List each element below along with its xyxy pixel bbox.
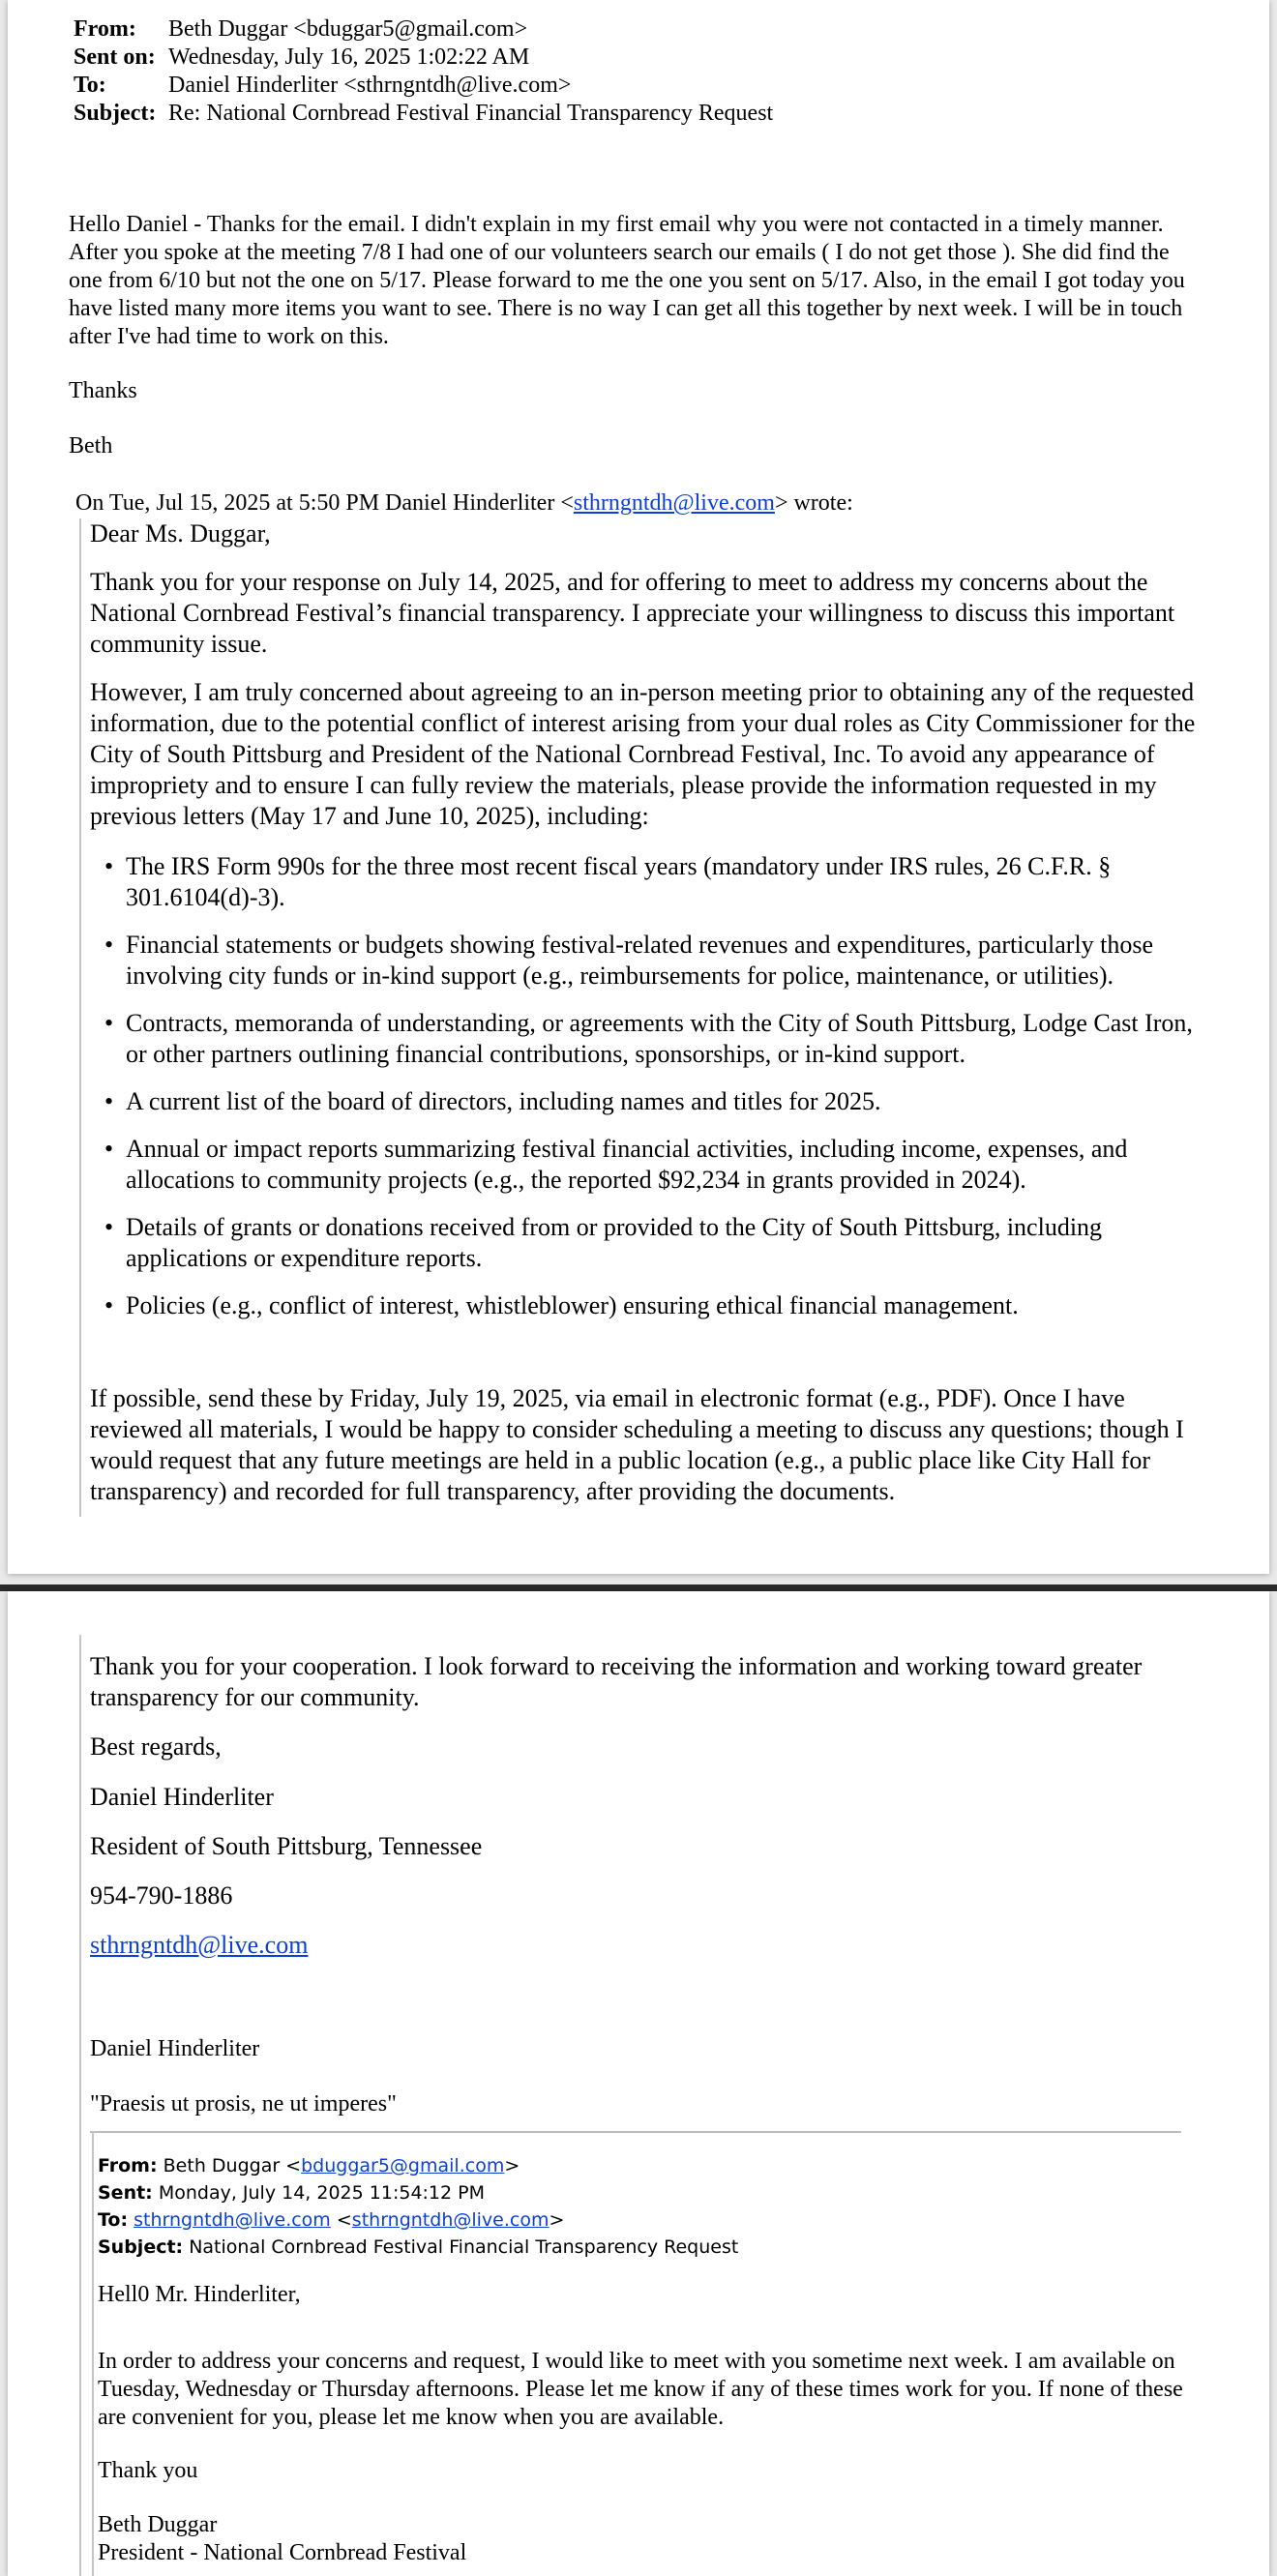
list-item: • A current list of the board of directors, including names and titles for 2025. [126, 1086, 1200, 1117]
header-to-value: Daniel Hinderliter <sthrngntdh@live.com> [168, 73, 572, 98]
signature-name: Daniel Hinderliter [90, 2036, 260, 2061]
header-sent: Sent on: Wednesday, July 16, 2025 1:02:22 AM [74, 44, 530, 70]
quoted-residence: Resident of South Pittsburg, Tennessee [90, 1832, 483, 1860]
reply-thanks: Thanks [69, 378, 137, 403]
quoted-email-link[interactable]: sthrngntdh@live.com [90, 1931, 309, 1959]
email-header [74, 15, 773, 128]
reply-signoff: Beth [69, 433, 113, 459]
original-greeting: Hell0 Mr. Hinderliter, [98, 2282, 301, 2307]
quoted-name: Daniel Hinderliter [90, 1783, 274, 1811]
original-signature-name: Beth Duggar [98, 2512, 218, 2537]
reply-paragraph: Hello Daniel - Thanks for the email. I didn't explain in my first email why you were not contacted in a timely manner. After you spoke at the meeting 7/8 I had one of our volunteers search our emails ( I do not get those ). She did find the one from 6/10 but not the one on 5/17. Please forward to me the one you sent on 5/17. Also, in the email I got today you have listed many more items you want to see. There is no way I can get all this together by next week. I will be in touch after I've had time to work on this. [69, 212, 1185, 349]
quoted-paragraph: However, I am truly concerned about agreeing to an in-person meeting prior to obtaining any of the requested information, due to the potential conflict of interest arising from your dual roles as City Commissioner for the City of South Pittsburg and President of the National Cornbread Festival, Inc. To avoid any appearance of impropriety and to ensure I can fully review the materials, please provide the information requested in my previous letters (May 17 and June 10, 2025), including: [90, 678, 1196, 830]
quote-intro-email-link[interactable]: sthrngntdh@live.com [573, 490, 775, 516]
quoted-email [90, 1930, 1212, 1961]
list-item: • Policies (e.g., conflict of interest, whistleblower) ensuring ethical financial management. [126, 1290, 1200, 1321]
message-separator [90, 2131, 1181, 2133]
header-subject-value: Re: National Cornbread Festival Financial Transparency Request [168, 101, 774, 126]
original-to: To: sthrngntdh@live.com <sthrngntdh@live.com> [98, 2209, 565, 2231]
original-signature-title: President - National Cornbread Festival [98, 2540, 467, 2565]
header-subject: Subject: Re: National Cornbread Festival Financial Transparency Request [74, 101, 774, 126]
list-item: • Details of grants or donations received from or provided to the City of South Pittsburg, including applications or expenditure reports. [126, 1212, 1200, 1274]
original-subject: Subject: National Cornbread Festival Financial Transparency Request [98, 2236, 739, 2258]
header-from: From: Beth Duggar <bduggar5@gmail.com> [74, 16, 528, 42]
quoted-phone: 954-790-1886 [90, 1881, 233, 1910]
list-item: • Contracts, memoranda of understanding, or agreements with the City of South Pittsburg, Lodge Cast Iron, or other partners outlining financial contributions, sponsorships, or in-kind support. [126, 1008, 1200, 1070]
quote-intro: On Tue, Jul 15, 2025 at 5:50 PM Daniel Hinderliter <sthrngntdh@live.com> wrote: [75, 490, 853, 516]
quote-bar [79, 1635, 81, 2576]
quote-bar [92, 2132, 94, 2576]
signature-motto: "Praesis ut prosis, ne ut imperes" [90, 2091, 397, 2117]
quote-bar [79, 518, 81, 1517]
list-item: • The IRS Form 990s for the three most recent fiscal years (mandatory under IRS rules, 26 C.F.R. § 301.6104(d)-3). [126, 851, 1200, 913]
header-sent-value: Wednesday, July 16, 2025 1:02:22 AM [168, 44, 530, 70]
page-divider [0, 1584, 1277, 1591]
list-item: • Financial statements or budgets showing festival-related revenues and expenditures, particularly those involving city funds or in-kind support (e.g., reimbursements for police, maintenance, or utilities). [126, 930, 1200, 992]
original-to-email-link[interactable]: sthrngntdh@live.com [351, 2209, 549, 2231]
quoted-salutation: Dear Ms. Duggar, [90, 519, 271, 548]
quoted-paragraph: Thank you for your cooperation. I look forward to receiving the information and working toward greater transparency for our community. [90, 1652, 1143, 1711]
list-item: • Annual or impact reports summarizing festival financial activities, including income, expenses, and allocations to community projects (e.g., the reported $92,234 in grants provided in 2024). [126, 1134, 1200, 1196]
original-thanks: Thank you [98, 2458, 198, 2483]
header-from-value: Beth Duggar <bduggar5@gmail.com> [168, 16, 528, 42]
original-sent: Sent: Monday, July 14, 2025 11:54:12 PM [98, 2182, 485, 2204]
original-paragraph: In order to address your concerns and request, I would like to meet with you sometime next week. I am available on Tuesday, Wednesday or Thursday afternoons. Please let me know if any of these times work for you. If none of these are convenient for you, please let me know when you are available. [98, 2349, 1183, 2430]
original-to-email-link[interactable]: sthrngntdh@live.com [134, 2209, 331, 2231]
quoted-paragraph: Thank you for your response on July 14, 2025, and for offering to meet to address my concerns about the National Cornbread Festival’s financial transparency. I appreciate your willingness to discuss this important community issue. [90, 568, 1175, 658]
header-to: To: Daniel Hinderliter <sthrngntdh@live.com> [74, 73, 572, 98]
original-from-email-link[interactable]: bduggar5@gmail.com [301, 2155, 505, 2176]
requested-items-list [126, 851, 1200, 1338]
original-email-header [98, 2152, 738, 2261]
original-from: From: Beth Duggar <bduggar5@gmail.com> [98, 2155, 520, 2176]
quoted-paragraph: If possible, send these by Friday, July 19, 2025, via email in electronic format (e.g., PDF). Once I have reviewed all materials, I would be happy to consider scheduling a meeting to discuss any questions; though I would request that any future meetings are held in a public location (e.g., a public place like City Hall for transparency) and recorded for full transparency, after providing the documents. [90, 1384, 1184, 1505]
quoted-closing: Best regards, [90, 1732, 222, 1761]
